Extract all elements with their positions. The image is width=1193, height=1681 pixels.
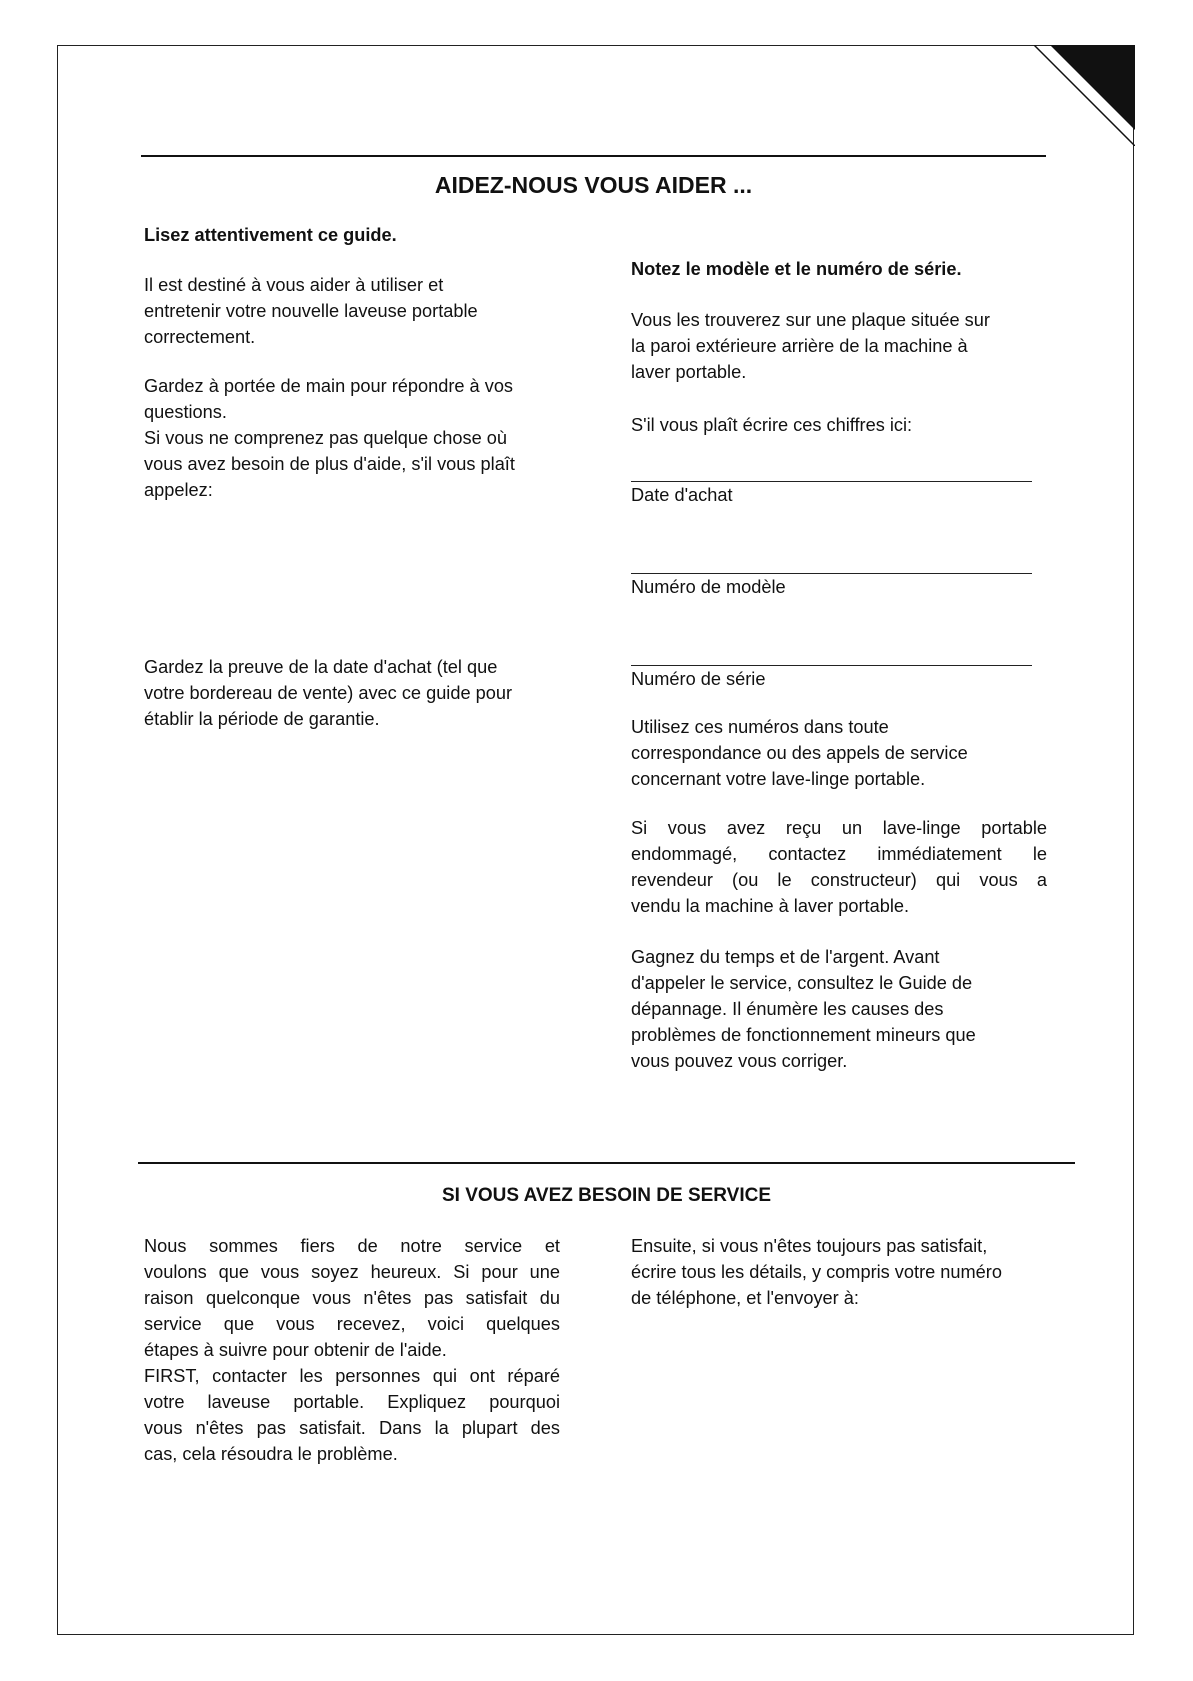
top-rule xyxy=(141,155,1046,157)
text-line: Il est destiné à vous aider à utiliser et xyxy=(144,275,444,295)
service-rule xyxy=(138,1162,1075,1164)
text-line: Vous les trouverez sur une plaque située sur xyxy=(631,310,990,330)
model-number-label: Numéro de modèle xyxy=(631,577,786,597)
write-numbers-prompt: S'il vous plaît écrire ces chiffres ici: xyxy=(631,415,913,435)
text-line: d'appeler le service, consultez le Guide de xyxy=(631,973,973,993)
service-right-paragraph xyxy=(631,1233,1061,1311)
corner-tab xyxy=(1034,45,1135,146)
text-line: de téléphone, et l'envoyer à: xyxy=(631,1288,859,1308)
note-model-heading: Notez le modèle et le numéro de série. xyxy=(631,259,962,279)
purchase-date-label: Date d'achat xyxy=(631,485,733,505)
text-line: Gardez la preuve de la date d'achat (tel que xyxy=(144,657,498,677)
help-section-title: AIDEZ-NOUS VOUS AIDER ... xyxy=(434,172,753,198)
service-left-paragraph xyxy=(144,1233,560,1467)
text-line: Si vous ne comprenez pas quelque chose où xyxy=(144,428,507,448)
text-line: FIRST, contacter les personnes qui ont réparé xyxy=(144,1366,560,1386)
text-line: la paroi extérieure arrière de la machine à xyxy=(631,336,968,356)
text-line: questions. xyxy=(144,402,227,422)
text-line: Si vous avez reçu un lave-linge portable xyxy=(631,818,1047,838)
text-line: écrire tous les détails, y compris votre numéro xyxy=(631,1262,1002,1282)
text-line: dépannage. Il énumère les causes des xyxy=(631,999,944,1019)
text-line: Nous sommes fiers de notre service et xyxy=(144,1236,560,1256)
text-line: concernant votre lave-linge portable. xyxy=(631,769,926,789)
damaged-machine-paragraph xyxy=(631,815,1047,919)
text-line: vous pouvez vous corriger. xyxy=(631,1051,848,1071)
text-line: Gagnez du temps et de l'argent. Avant xyxy=(631,947,940,967)
intro-paragraph xyxy=(144,272,564,350)
text-line: étapes à suivre pour obtenir de l'aide. xyxy=(144,1340,447,1360)
text-line: correspondance ou des appels de service xyxy=(631,743,968,763)
plate-location-paragraph xyxy=(631,307,1051,385)
text-line: votre laveuse portable. Expliquez pourquoi xyxy=(144,1392,560,1412)
service-section-title: SI VOUS AVEZ BESOIN DE SERVICE xyxy=(441,1185,772,1206)
read-guide-heading: Lisez attentivement ce guide. xyxy=(144,225,397,245)
text-line: votre bordereau de vente) avec ce guide pour xyxy=(144,683,513,703)
text-line: laver portable. xyxy=(631,362,747,382)
text-line: problèmes de fonctionnement mineurs que xyxy=(631,1025,976,1045)
text-line: service que vous recevez, voici quelques xyxy=(144,1314,560,1334)
text-line: endommagé, contactez immédiatement le xyxy=(631,844,1047,864)
serial-number-label: Numéro de série xyxy=(631,669,766,689)
text-line: vous n'êtes pas satisfait. Dans la plupart des xyxy=(144,1418,560,1438)
text-line: entretenir votre nouvelle laveuse portable xyxy=(144,301,478,321)
text-line: Utilisez ces numéros dans toute xyxy=(631,717,889,737)
text-line: vous avez besoin de plus d'aide, s'il vous plaît xyxy=(144,454,515,474)
save-time-paragraph xyxy=(631,944,1051,1074)
use-numbers-paragraph xyxy=(631,714,1051,792)
text-line: établir la période de garantie. xyxy=(144,709,380,729)
keep-guide-paragraph xyxy=(144,373,574,503)
text-line: revendeur (ou le constructeur) qui vous a xyxy=(631,870,1047,890)
text-line: correctement. xyxy=(144,327,256,347)
text-line: vendu la machine à laver portable. xyxy=(631,896,910,916)
text-line: Ensuite, si vous n'êtes toujours pas satisfait, xyxy=(631,1236,988,1256)
text-line: voulons que vous soyez heureux. Si pour une xyxy=(144,1262,560,1282)
text-line: appelez: xyxy=(144,480,213,500)
proof-of-purchase-paragraph xyxy=(144,654,574,732)
text-line: Gardez à portée de main pour répondre à vos xyxy=(144,376,514,396)
text-line: raison quelconque vous n'êtes pas satisfait du xyxy=(144,1288,560,1308)
text-line: cas, cela résoudra le problème. xyxy=(144,1444,398,1464)
